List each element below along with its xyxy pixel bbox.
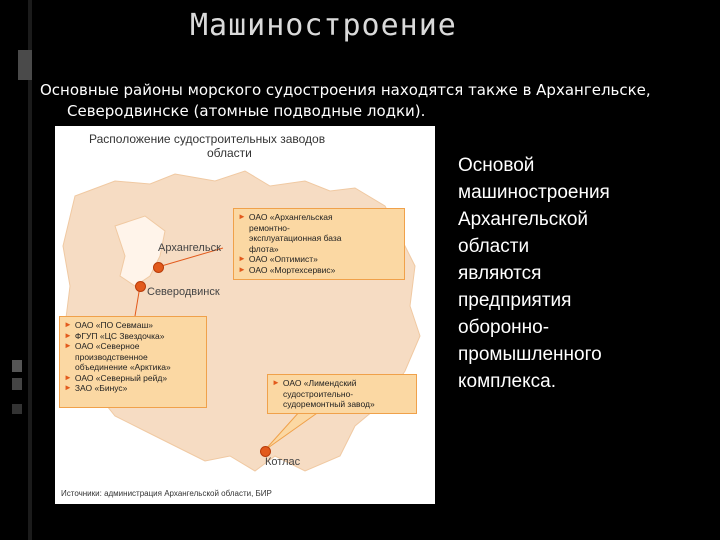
- intro-text: [40, 80, 715, 122]
- map-figure: [55, 126, 435, 504]
- map-source: Источники: администрация Архангельской области, БИР: [61, 489, 272, 498]
- decor-block: [12, 404, 22, 414]
- kotlas-marker: [260, 446, 271, 457]
- decor-block: [12, 378, 22, 390]
- city-label-severodvinsk: Северодвинск: [147, 286, 220, 298]
- callout-kotlas: ► ОАО «Лимендский судостроительно- судоремонтный завод»: [267, 374, 417, 414]
- intro-line-1: Основные районы морского судостроения находятся также в Архангельске,: [40, 81, 651, 99]
- decor-block: [12, 360, 22, 372]
- city-label-kotlas: Котлас: [265, 456, 301, 468]
- region-map: [55, 126, 435, 504]
- severodvinsk-marker: [135, 281, 146, 292]
- side-text: Основой машиностроения Архангельской области являются предприятия оборонно- промышленного комплекса.: [458, 155, 610, 392]
- callout-arkhangelsk: ► ОАО «Архангельская ремонтно- эксплуатационная база флота» ► ОАО «Оптимист» ► ОАО «Мортехсервис»: [233, 208, 405, 280]
- arkhangelsk-marker: [153, 262, 164, 273]
- callout-severodvinsk: ► ОАО «ПО Севмаш» ► ФГУП «ЦС Звездочка» ► ОАО «Северное производственное объединение «Арктика» ► ОАО «Северный рейд» ► ЗАО «Бинус»: [59, 316, 207, 408]
- city-label-arkhangelsk: Архангельск: [158, 242, 221, 254]
- intro-line-2: Северодвинске (атомные подводные лодки).: [67, 102, 426, 120]
- decor-block: [18, 50, 32, 80]
- slide-title: Машиностроение: [190, 8, 457, 43]
- map-title: Расположение судостроительных заводов области: [89, 132, 326, 160]
- left-accent-bar: [28, 0, 32, 540]
